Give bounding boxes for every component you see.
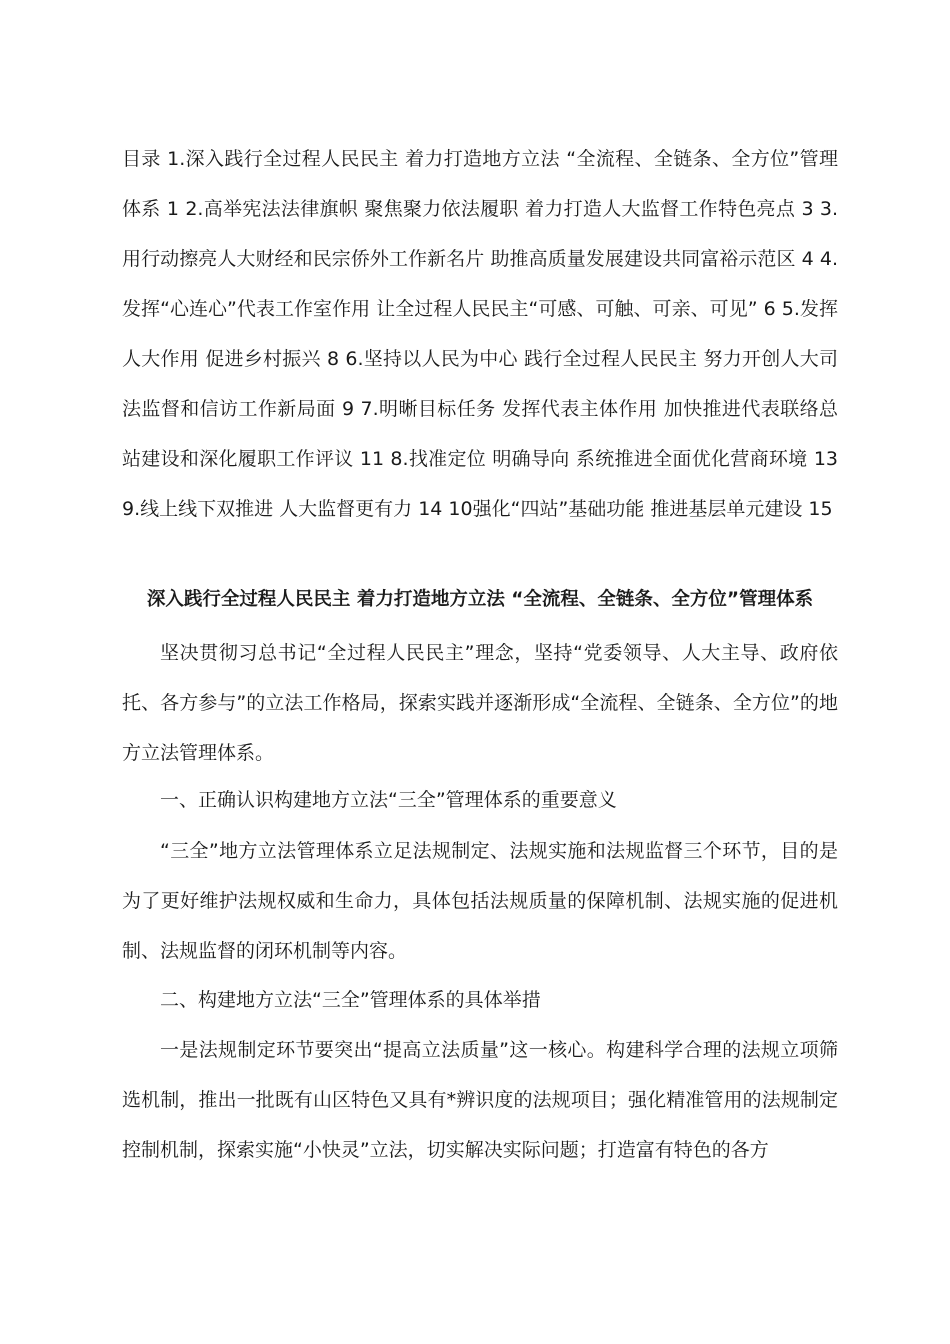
section-heading-1: 一、正确认识构建地方立法“三全”管理体系的重要意义 — [160, 789, 617, 811]
article-title: 深入践行全过程人民民主 着力打造地方立法 “全流程、全链条、全方位”管理体系 — [146, 589, 814, 610]
intro-paragraph: 坚决贯彻习总书记“全过程人民民主”理念，坚持“党委领导、人大主导、政府依托、各方参与”的立法工作格局，探索实践并逐渐形成“全流程、全链条、全方位”的地方立法管理体系。 — [122, 642, 838, 764]
section-heading-2: 二、构建地方立法“三全”管理体系的具体举措 — [160, 989, 541, 1011]
table-of-contents: 目录 1.深入践行全过程人民民主 着力打造地方立法 “全流程、全链条、全方位”管理体系 1 2.高举宪法法律旗帜 聚焦聚力依法履职 着力打造人大监督工作特色亮点 3 3.用行动擦亮人大财经和民宗侨外工作新名片 助推高质量发展建设共同富裕示范区 4 4.发挥“心连心”代表工作室作用 让全过程人民民主“可感、可触、可亲、可见” 6 5.发挥人大作用 促进乡村振兴 8 6.坚持以人民为中心 践行全过程人民民主 努力开创人大司法监督和信访工作新局面 9 7.明晰目标任务 发挥代表主体作用 加快推进代表联络总站建设和深化履职工作评议 11 8.找准定位 明确导向 系统推进全面优化营商环境 13 9.线上线下双推进 人大监督更有力 14 10强化“四站”基础功能 推进基层单元建设 15 — [122, 148, 838, 520]
section-2-paragraph: 一是法规制定环节要突出“提高立法质量”这一核心。构建科学合理的法规立项筛选机制，推出一批既有山区特色又具有*辨识度的法规项目；强化精准管用的法规制定控制机制，探索实施“小快灵”立法，切实解决实际问题；打造富有特色的各方 — [122, 1039, 838, 1161]
section-1-paragraph: “三全”地方立法管理体系立足法规制定、法规实施和法规监督三个环节，目的是为了更好维护法规权威和生命力，具体包括法规质量的保障机制、法规实施的促进机制、法规监督的闭环机制等内容。 — [122, 840, 838, 962]
